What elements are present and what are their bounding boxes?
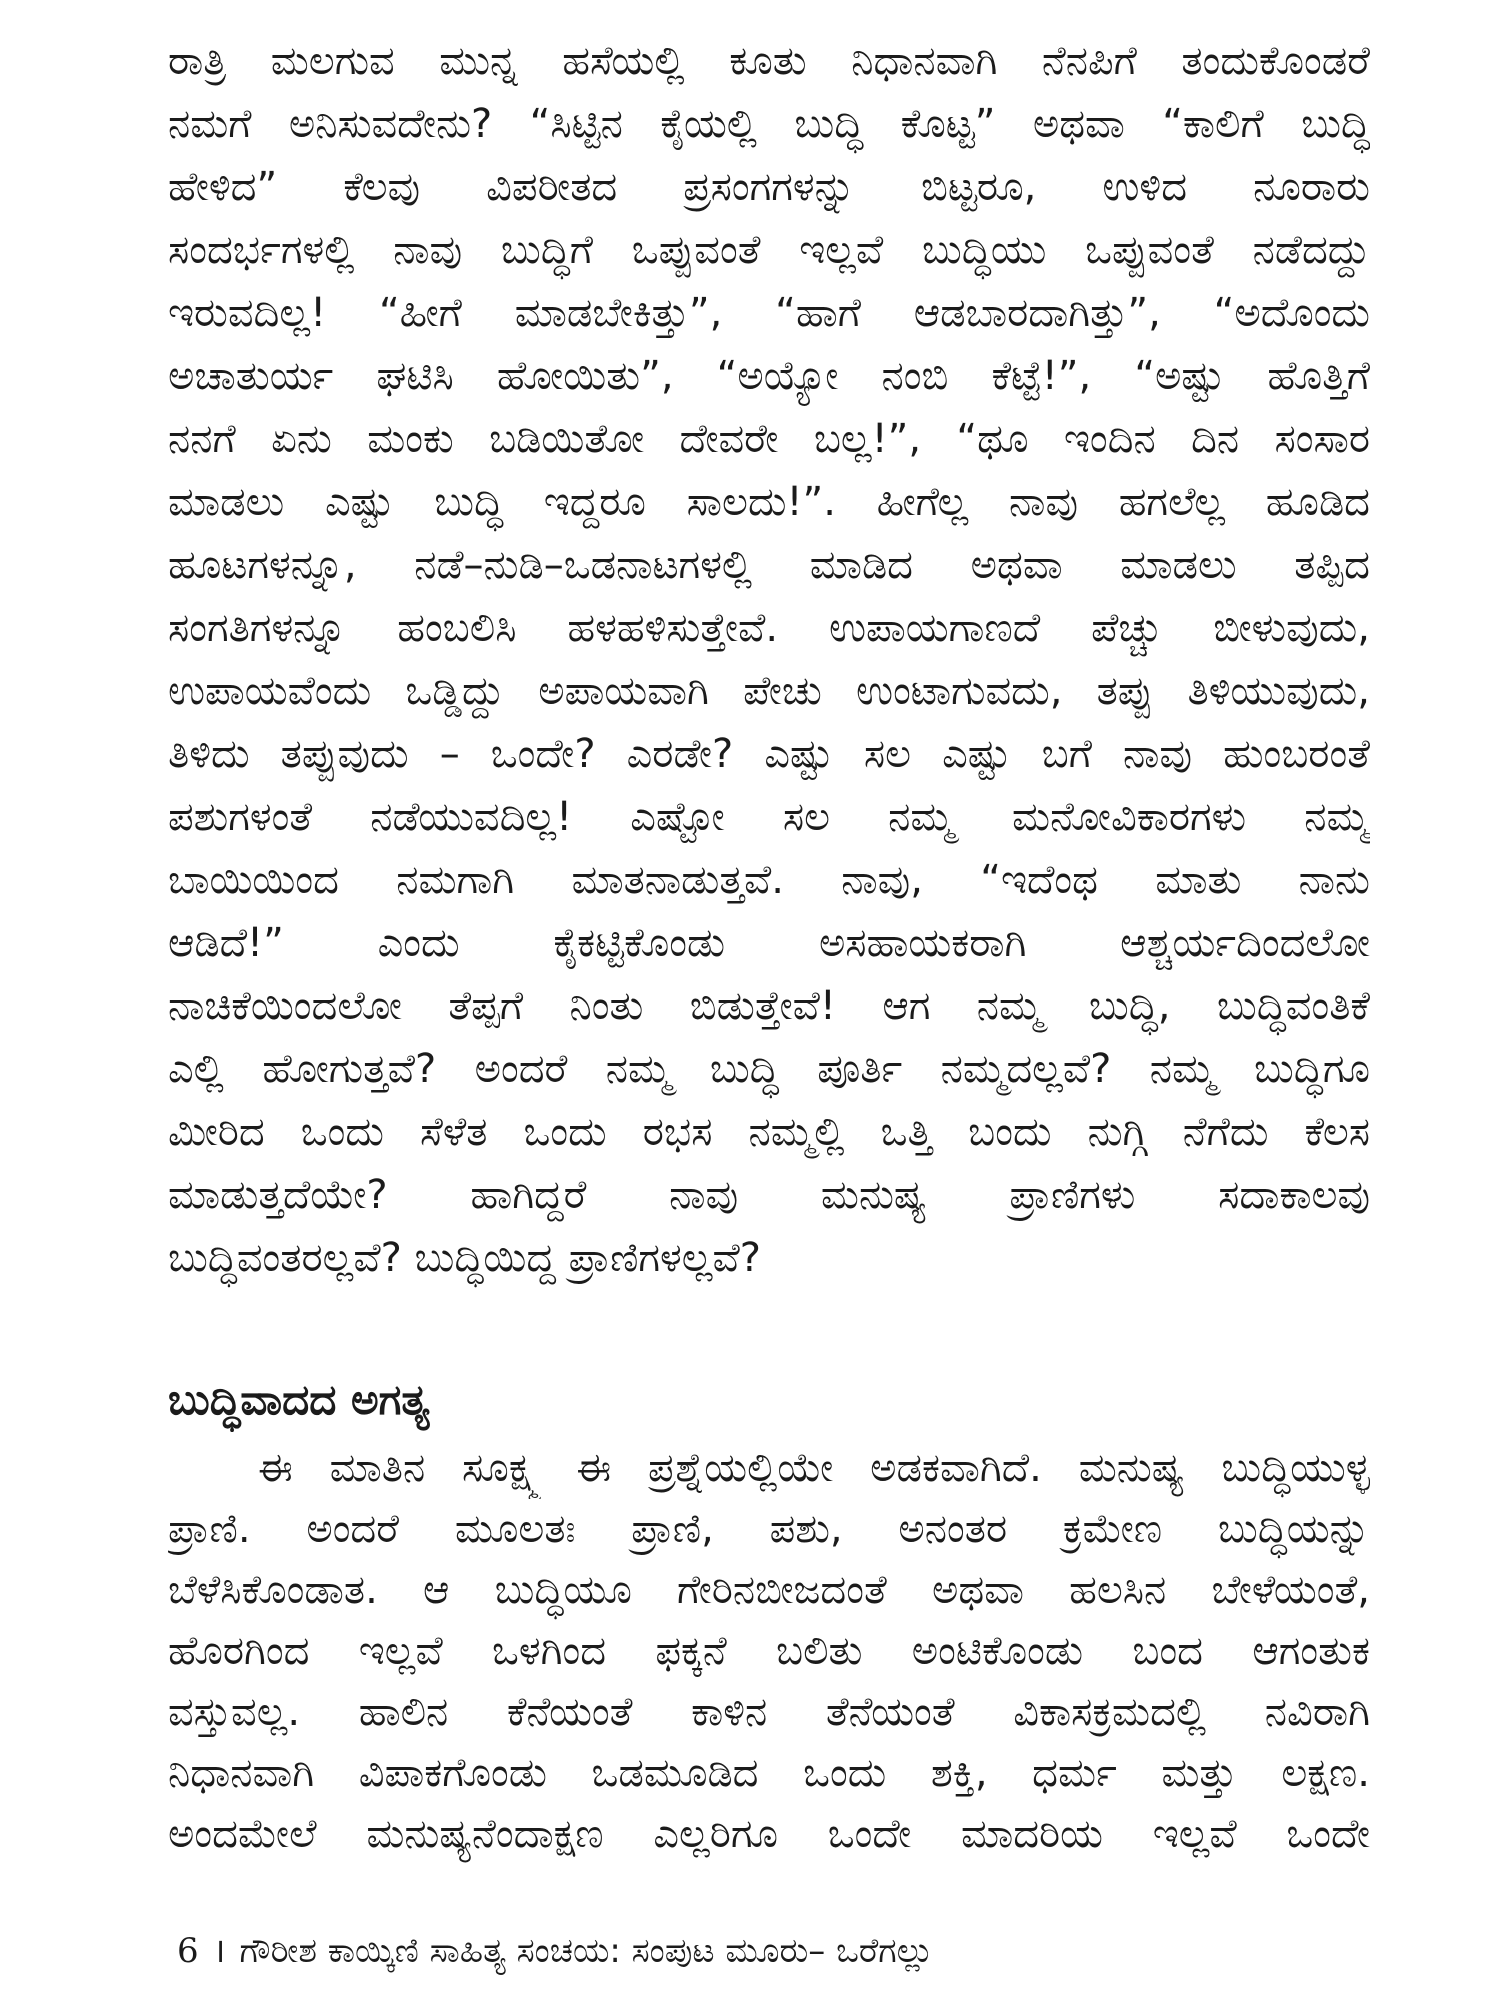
text-line: ಹೊರಗಿಂದ ಇಲ್ಲವೆ ಒಳಗಿಂದ ಫಕ್ಕನೆ ಬಲಿತು ಅಂಟಿಕೊಂಡು ಬಂದ ಆಗಂತುಕ (168, 1628, 1370, 1674)
page-footer (177, 1925, 934, 1977)
text-line: ನಿಧಾನವಾಗಿ ವಿಪಾಕಗೊಂಡು ಒಡಮೂಡಿದ ಒಂದು ಶಕ್ತಿ, ಧರ್ಮ ಮತ್ತು ಲಕ್ಷಣ. (168, 1750, 1370, 1796)
footer-separator: । (212, 1931, 226, 1971)
text-line: ಸಂಗತಿಗಳನ್ನೂ ಹಂಬಲಿಸಿ ಹಳಹಳಿಸುತ್ತೇವೆ. ಉಪಾಯಗಾಣದೆ ಪೆಚ್ಚು ಬೀಳುವುದು, (168, 605, 1370, 651)
text-line: ಉಪಾಯವೆಂದು ಒಡ್ಡಿದ್ದು ಅಪಾಯವಾಗಿ ಪೇಚು ಉಂಟಾಗುವದು, ತಪ್ಪು ತಿಳಿಯುವುದು, (168, 668, 1370, 714)
text-line: ಮಾಡುತ್ತದೆಯೇ? ಹಾಗಿದ್ದರೆ ನಾವು ಮನುಷ್ಯ ಪ್ರಾಣಿಗಳು ಸದಾಕಾಲವು (168, 1172, 1370, 1218)
text-line: ನನಗೆ ಏನು ಮಂಕು ಬಡಿಯಿತೋ ದೇವರೇ ಬಲ್ಲ!”, “ಥೂ ಇಂದಿನ ದಿನ ಸಂಸಾರ (168, 416, 1370, 462)
text-line: ಅಂದಮೇಲೆ ಮನುಷ್ಯನೆಂದಾಕ್ಷಣ ಎಲ್ಲರಿಗೂ ಒಂದೇ ಮಾದರಿಯ ಇಲ್ಲವೆ ಒಂದೇ (168, 1811, 1370, 1857)
text-line: ರಾತ್ರಿ ಮಲಗುವ ಮುನ್ನ ಹಸೆಯಲ್ಲಿ ಕೂತು ನಿಧಾನವಾಗಿ ನೆನಪಿಗೆ ತಂದುಕೊಂಡರೆ (168, 38, 1370, 84)
text-line: ಮೀರಿದ ಒಂದು ಸೆಳೆತ ಒಂದು ರಭಸ ನಮ್ಮಲ್ಲಿ ಒತ್ತಿ ಬಂದು ನುಗ್ಗಿ ನೆಗೆದು ಕೆಲಸ (168, 1109, 1370, 1155)
text-line: ಬಾಯಿಯಿಂದ ನಮಗಾಗಿ ಮಾತನಾಡುತ್ತವೆ. ನಾವು, “ಇದೆಂಥ ಮಾತು ನಾನು (168, 857, 1370, 903)
text-line: ನಮಗೆ ಅನಿಸುವದೇನು? “ಸಿಟ್ಟಿನ ಕೈಯಲ್ಲಿ ಬುದ್ಧಿ ಕೊಟ್ಟ” ಅಥವಾ “ಕಾಲಿಗೆ ಬುದ್ಧಿ (168, 101, 1370, 147)
paragraph-1 (168, 30, 1370, 1290)
text-line: ತಿಳಿದು ತಪ್ಪುವುದು – ಒಂದೇ? ಎರಡೇ? ಎಷ್ಟು ಸಲ ಎಷ್ಟು ಬಗೆ ನಾವು ಹುಂಬರಂತೆ (168, 731, 1370, 777)
text-line: ವಸ್ತುವಲ್ಲ. ಹಾಲಿನ ಕೆನೆಯಂತೆ ಕಾಳಿನ ತೆನೆಯಂತೆ ವಿಕಾಸಕ್ರಮದಲ್ಲಿ ನವಿರಾಗಿ (168, 1689, 1370, 1735)
text-line: ಎಲ್ಲಿ ಹೋಗುತ್ತವೆ? ಅಂದರೆ ನಮ್ಮ ಬುದ್ಧಿ ಪೂರ್ತಿ ನಮ್ಮದಲ್ಲವೆ? ನಮ್ಮ ಬುದ್ಧಿಗೂ (168, 1046, 1370, 1092)
text-line: ಪ್ರಾಣಿ. ಅಂದರೆ ಮೂಲತಃ ಪ್ರಾಣಿ, ಪಶು, ಅನಂತರ ಕ್ರಮೇಣ ಬುದ್ಧಿಯನ್ನು (168, 1506, 1370, 1552)
text-line: ಬುದ್ಧಿವಂತರಲ್ಲವೆ? ಬುದ್ಧಿಯಿದ್ದ ಪ್ರಾಣಿಗಳಲ್ಲವೆ? (168, 1235, 761, 1281)
text-line: ಆಡಿದೆ!” ಎಂದು ಕೈಕಟ್ಟಿಕೊಂಡು ಅಸಹಾಯಕರಾಗಿ ಆಶ್ಚರ್ಯದಿಂದಲೋ (168, 920, 1370, 966)
section-heading: ಬುದ್ಧಿವಾದದ ಅಗತ್ಯ (168, 1375, 430, 1424)
text-line: ಪಶುಗಳಂತೆ ನಡೆಯುವದಿಲ್ಲ! ಎಷ್ಟೋ ಸಲ ನಮ್ಮ ಮನೋವಿಕಾರಗಳು ನಮ್ಮ (168, 794, 1370, 840)
text-line: ಮಾಡಲು ಎಷ್ಟು ಬುದ್ಧಿ ಇದ್ದರೂ ಸಾಲದು!”. ಹೀಗೆಲ್ಲ ನಾವು ಹಗಲೆಲ್ಲ ಹೂಡಿದ (168, 479, 1370, 525)
paragraph-2 (168, 1438, 1370, 1865)
text-line: ಸಂದರ್ಭಗಳಲ್ಲಿ ನಾವು ಬುದ್ಧಿಗೆ ಒಪ್ಪುವಂತೆ ಇಲ್ಲವೆ ಬುದ್ಧಿಯು ಒಪ್ಪುವಂತೆ ನಡೆದದ್ದು (168, 227, 1370, 273)
text-line: ಅಚಾತುರ್ಯ ಘಟಿಸಿ ಹೋಯಿತು”, “ಅಯ್ಯೋ ನಂಬಿ ಕೆಟ್ಟೆ!”, “ಅಷ್ಟು ಹೊತ್ತಿಗೆ (168, 353, 1370, 399)
text-line: ಬೆಳೆಸಿಕೊಂಡಾತ. ಆ ಬುದ್ಧಿಯೂ ಗೇರಿನಬೀಜದಂತೆ ಅಥವಾ ಹಲಸಿನ ಬೇಳೆಯಂತೆ, (168, 1567, 1370, 1613)
text-line: ಈ ಮಾತಿನ ಸೂಕ್ಷ್ಮ ಈ ಪ್ರಶ್ನೆಯಲ್ಲಿಯೇ ಅಡಕವಾಗಿದೆ. ಮನುಷ್ಯ ಬುದ್ಧಿಯುಳ್ಳ (258, 1445, 1370, 1491)
page-number: 6 (177, 1931, 199, 1971)
text-line: ಹೂಟಗಳನ್ನೂ, ನಡೆ–ನುಡಿ–ಒಡನಾಟಗಳಲ್ಲಿ ಮಾಡಿದ ಅಥವಾ ಮಾಡಲು ತಪ್ಪಿದ (168, 542, 1370, 588)
text-line: ಹೇಳಿದ” ಕೆಲವು ವಿಪರೀತದ ಪ್ರಸಂಗಗಳನ್ನು ಬಿಟ್ಟರೂ, ಉಳಿದ ನೂರಾರು (168, 164, 1370, 210)
running-title: ಗೌರೀಶ ಕಾಯ್ಕಿಣಿ ಸಾಹಿತ್ಯ ಸಂಚಯ: ಸಂಪುಟ ಮೂರು– ಒರೆಗಲ್ಲು (239, 1931, 934, 1971)
text-line: ಇರುವದಿಲ್ಲ! “ಹೀಗೆ ಮಾಡಬೇಕಿತ್ತು”, “ಹಾಗೆ ಆಡಬಾರದಾಗಿತ್ತು”, “ಅದೊಂದು (168, 290, 1370, 336)
text-line: ನಾಚಿಕೆಯಿಂದಲೋ ತೆಪ್ಪಗೆ ನಿಂತು ಬಿಡುತ್ತೇವೆ! ಆಗ ನಮ್ಮ ಬುದ್ಧಿ, ಬುದ್ಧಿವಂತಿಕೆ (168, 983, 1370, 1029)
